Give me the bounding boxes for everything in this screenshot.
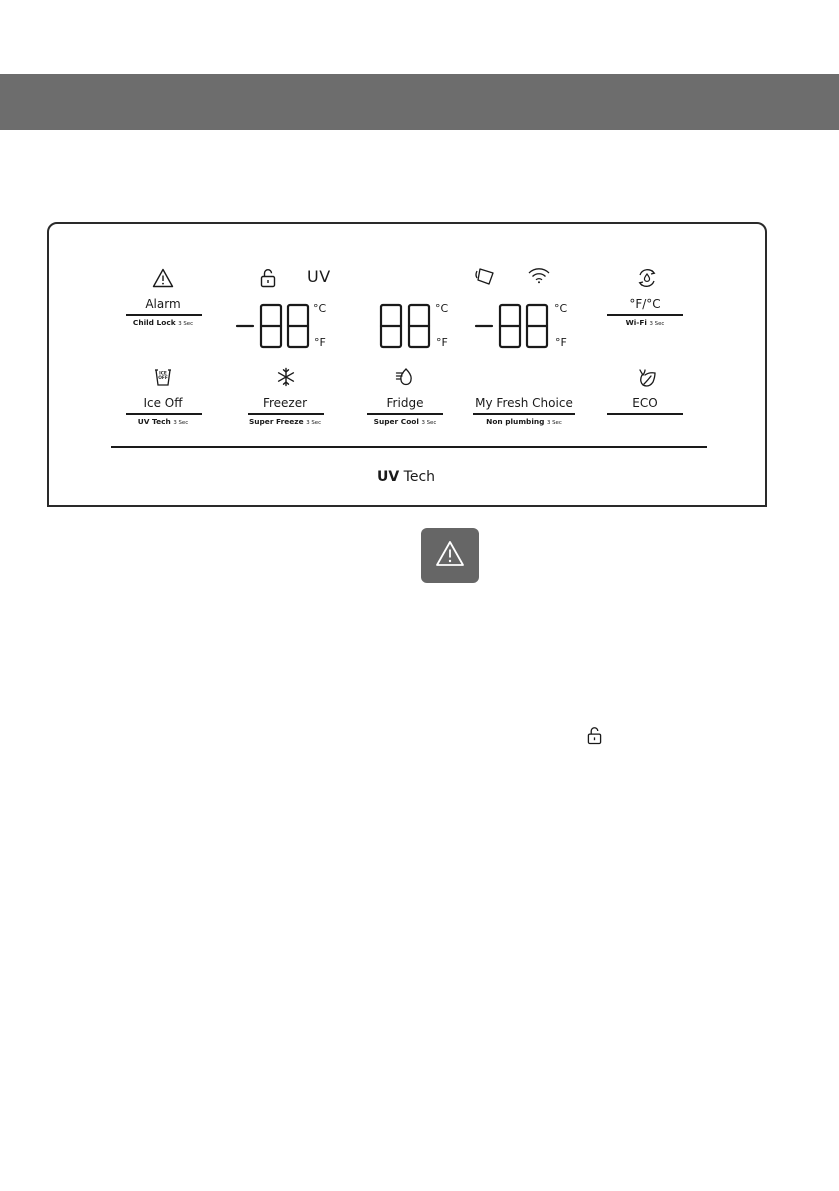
ice-off-underline (126, 413, 202, 415)
panel-footer-divider (111, 446, 707, 448)
freezer-button[interactable]: Freezer (262, 396, 308, 410)
wifi-label: Wi-Fi 3 Sec (625, 318, 665, 327)
lock-open-icon (260, 268, 276, 288)
my-fresh-choice-button[interactable]: My Fresh Choice (475, 396, 573, 410)
freezer-display-digits (235, 303, 315, 353)
warning-badge-icon (435, 540, 465, 567)
freezer-unit-f: °F (314, 336, 326, 349)
my-fresh-choice-underline (473, 413, 575, 415)
warning-badge (421, 528, 479, 583)
fridge-display-digits (379, 303, 435, 353)
super-freeze-label: Super Freeze 3 Sec (248, 417, 322, 426)
fridge-button[interactable]: Fridge (386, 396, 424, 410)
svg-text:OFF: OFF (158, 376, 168, 381)
snowflake-icon (276, 367, 296, 387)
cup-icon (474, 266, 496, 286)
svg-text:ICE: ICE (159, 371, 167, 377)
header-bar (0, 74, 839, 130)
freezer-underline (248, 413, 324, 415)
wifi-icon (527, 266, 551, 284)
super-cool-label: Super Cool 3 Sec (373, 417, 437, 426)
unit-toggle-underline (607, 314, 683, 316)
unit-toggle-button[interactable]: °F/°C (629, 297, 661, 311)
child-lock-label: Child Lock 3 Sec (132, 318, 194, 327)
fresh-unit-f: °F (555, 336, 567, 349)
uv-tech-footer: UV Tech (377, 469, 436, 485)
freezer-unit-c: °C (313, 302, 327, 315)
eco-button[interactable]: ECO (632, 396, 658, 410)
fresh-display-digits (474, 303, 554, 353)
fridge-unit-f: °F (436, 336, 448, 349)
alarm-underline (126, 314, 202, 316)
control-panel (47, 222, 767, 507)
fresh-unit-c: °C (554, 302, 568, 315)
warning-triangle-icon (152, 268, 174, 288)
water-cycle-icon (636, 267, 658, 289)
uv-indicator: UV (307, 267, 331, 286)
eco-underline (607, 413, 683, 415)
lock-open-small-icon (587, 726, 602, 745)
non-plumbing-label: Non plumbing 3 Sec (486, 417, 562, 426)
uv-tech-label: UV Tech 3 Sec (137, 417, 189, 426)
eco-leaf-icon (636, 367, 658, 389)
fridge-cool-icon (395, 367, 415, 387)
fridge-unit-c: °C (435, 302, 449, 315)
alarm-button[interactable]: Alarm (145, 297, 181, 311)
ice-off-icon (154, 367, 172, 387)
ice-off-button[interactable]: Ice Off (143, 396, 183, 410)
fridge-underline (367, 413, 443, 415)
